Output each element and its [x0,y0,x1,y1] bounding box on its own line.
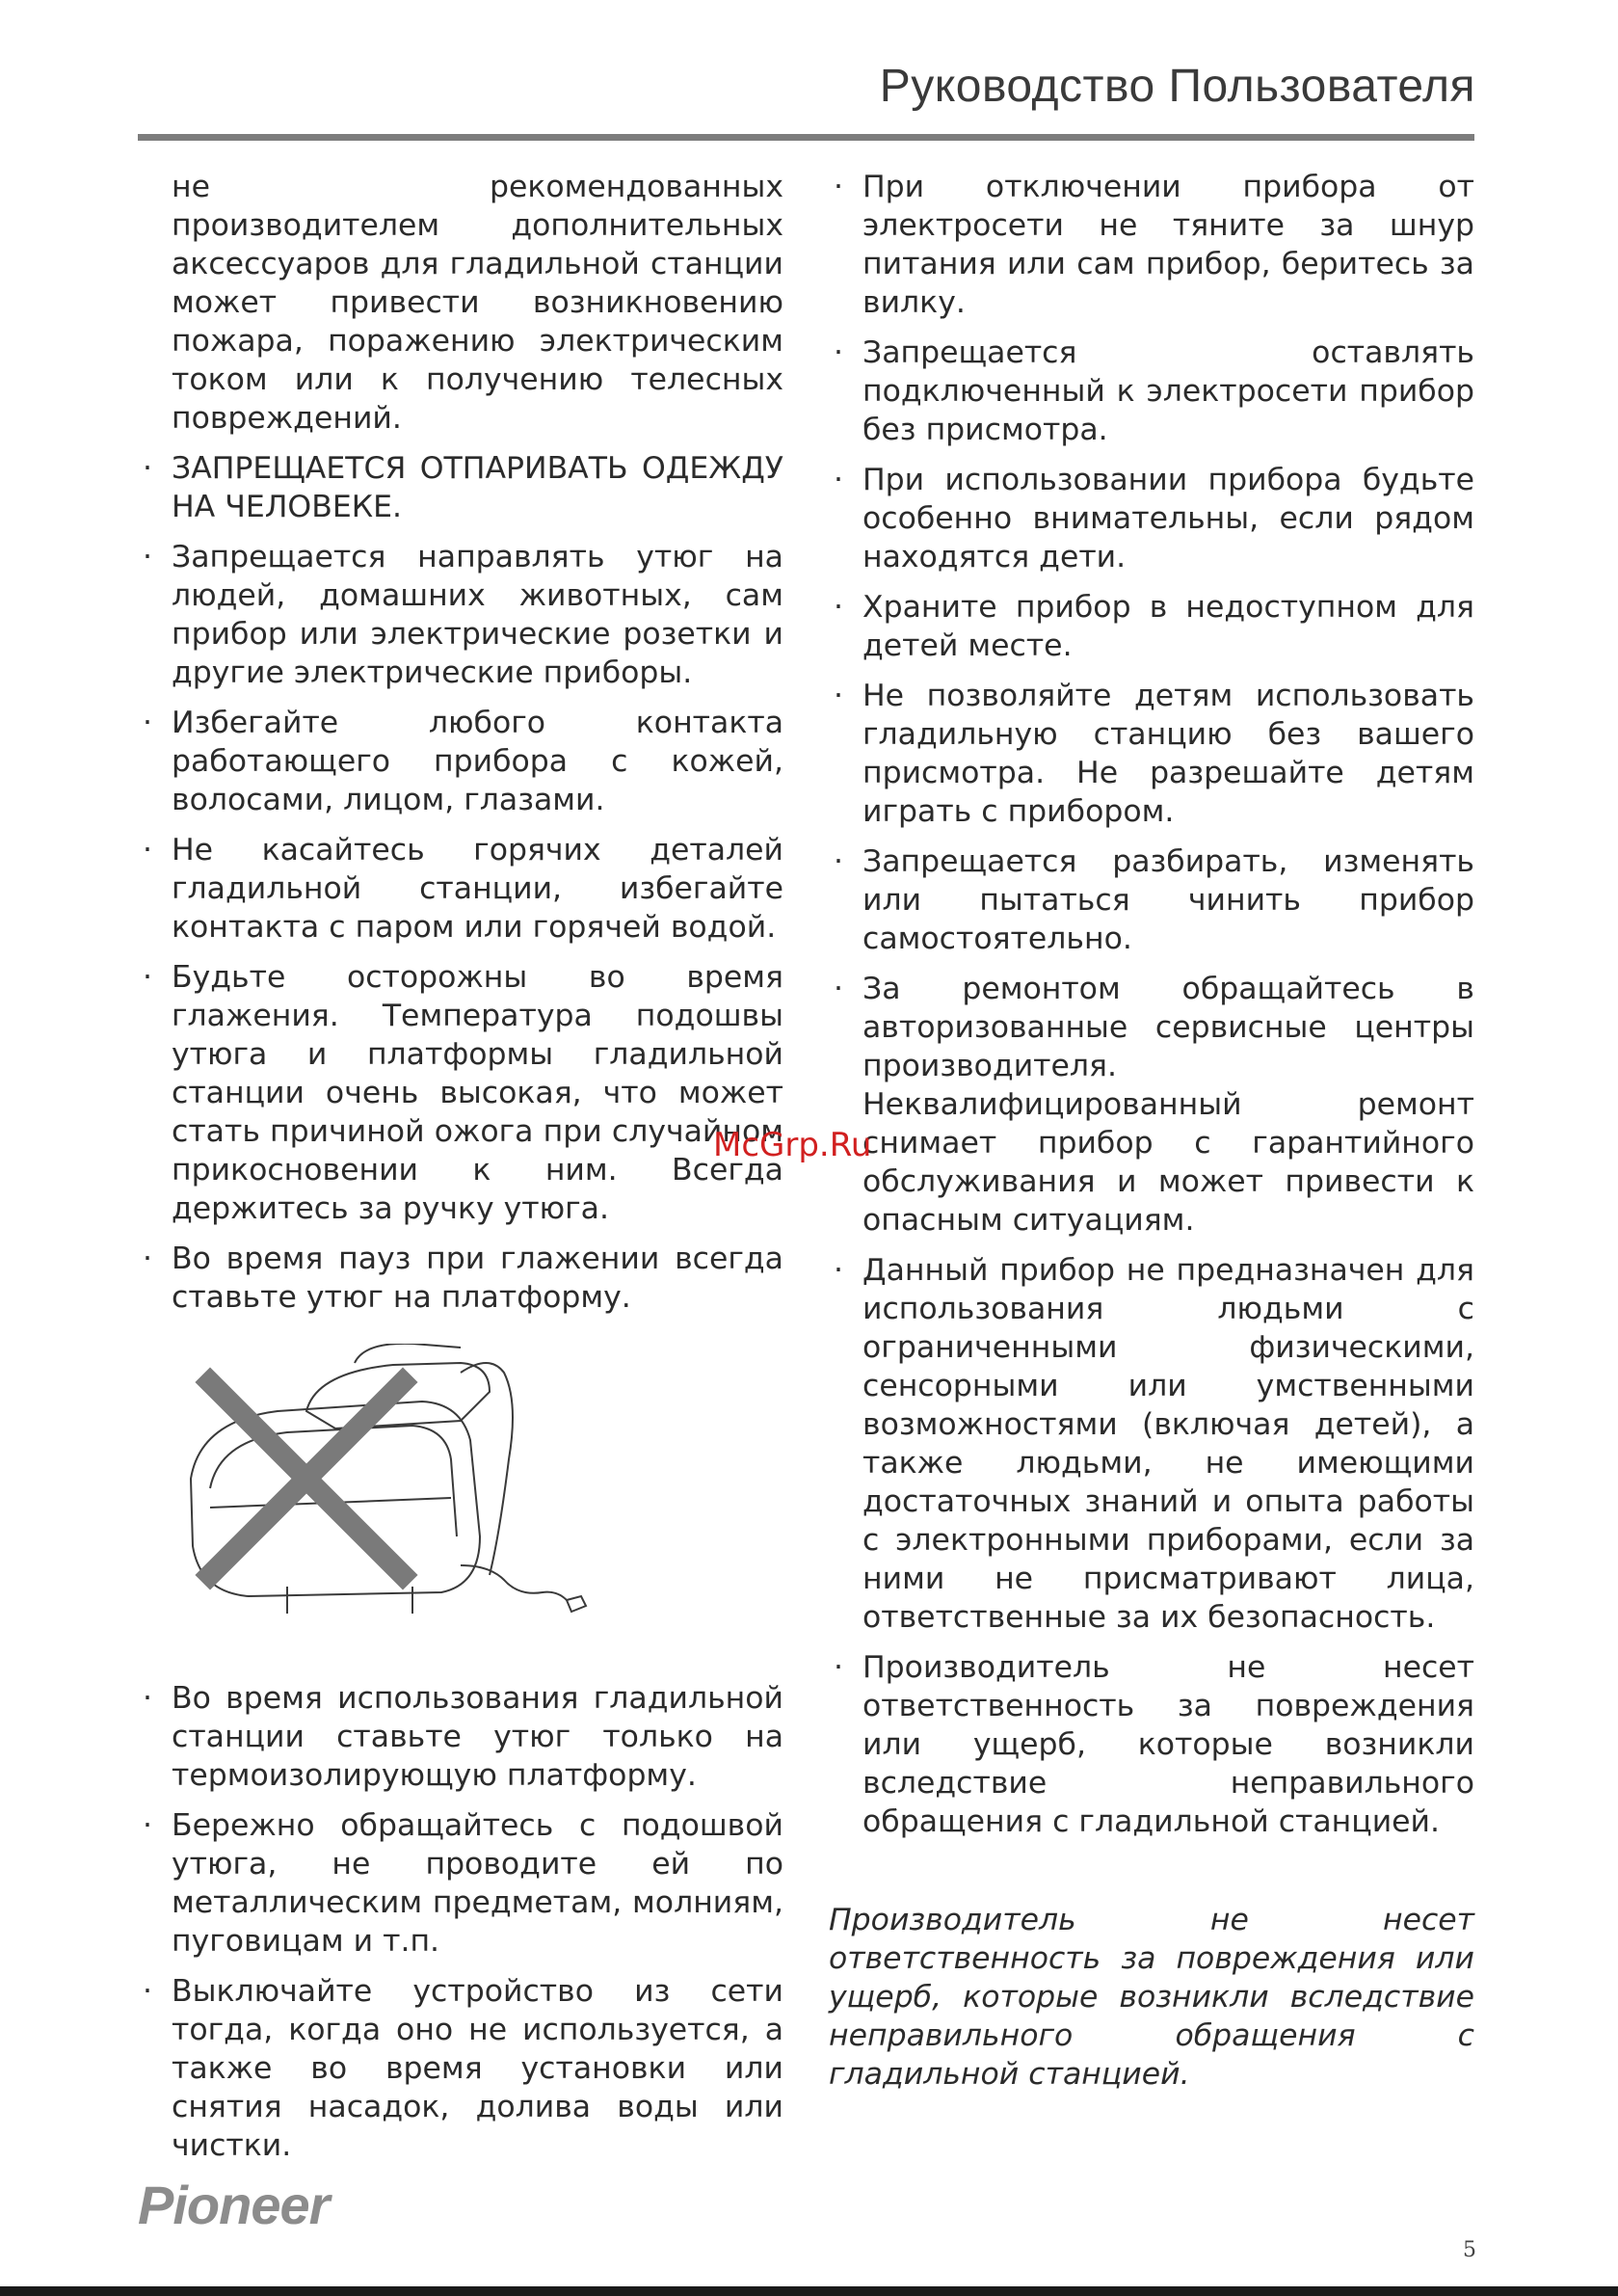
list-item-text: Во время пауз при глажении всегда ставьте утюг на платформу. [172,1241,783,1315]
list-item [829,842,1474,958]
list-item [138,538,783,692]
list-item-text: Запрещается оставлять подключенный к электросети прибор без присмотра. [862,335,1474,447]
pioneer-logo: Pioneer [138,2175,330,2235]
list-item [138,449,783,526]
list-item [829,970,1474,1240]
list-item-text: Производитель не несет ответственность за повреждения или ущерб, которые возникли вследствие неправильного обращения с гладильной станцией. [862,1650,1474,1839]
disclaimer-note: Производитель не несет ответственность за повреждения или ущерб, которые возникли вследствие неправильного обращения с гладильной станцией. [829,1903,1474,2092]
bullet: · [142,833,152,868]
list-item [138,831,783,947]
list-item-text: Запрещается направлять утюг на людей, домашних животных, сам прибор или электрические розетки и другие электрические приборы. [172,540,783,690]
list-item [829,461,1474,576]
list-item-text: Запрещается разбирать, изменять или пытаться чинить прибор самостоятельно. [862,844,1474,956]
bullet: · [142,1808,152,1843]
bullet: · [833,844,843,879]
bullet: · [142,1681,152,1716]
bullet: · [142,540,152,574]
list-item [829,334,1474,449]
header-divider [138,134,1474,141]
list-item [829,1648,1474,1841]
watermark: McGrp.Ru [713,1126,872,1164]
list-item-text: Не позволяйте детям использовать гладильную станцию без вашего присмотра. Не разрешайте детям играть с прибором. [862,679,1474,829]
list-item [138,958,783,1228]
list-item-text: Бережно обращайтесь с подошвой утюга, не проводите ей по металлическим предметам, молниям, пуговицам и т.п. [172,1808,783,1959]
bullet: · [833,335,843,370]
left-column [138,168,783,2176]
bullet: · [833,1253,843,1288]
steam-station-drawing [172,1344,596,1633]
list-item [829,1251,1474,1637]
list-item [138,1679,783,1795]
bullet: · [833,972,843,1006]
list-item-text: Будьте осторожны во время глажения. Температура подошвы утюга и платформы гладильной станции очень высокая, что может стать причиной ожога при случайном прикосновении к ним. Всегда держитесь за ручку утюга. [172,960,783,1226]
bullet: · [142,706,152,740]
list-item-text: Не касайтесь горячих деталей гладильной станции, избегайте контакта с паром или горячей водой. [172,833,783,945]
bullet: · [142,1974,152,2009]
bullet: · [142,1241,152,1276]
list-item-text: За ремонтом обращайтесь в авторизованные сервисные центры производителя. Неквалифицированный ремонт снимает прибор с гарантийного обслуживания и может привести к опасным ситуациям. [862,972,1474,1238]
list-item-text: Выключайте устройство из сети тогда, когда оно не используется, а также во время установки или снятия насадок, долива воды или чистки. [172,1974,783,2163]
continued-paragraph: не рекомендованных производителем дополнительных аксессуаров для гладильной станции может привести возникновению пожара, поражению электрическим током или к получению телесных повреждений. [172,170,783,436]
list-item-text: При использовании прибора будьте особенно внимательны, если рядом находятся дети. [862,463,1474,574]
list-item-text: Данный прибор не предназначен для использования людьми с ограниченными физическими, сенсорными или умственными возможностями (включая детей), а также людьми, не имеющими достаточных знаний и опыта работы с электронными приборами, если за ними не присматривают лица, ответственные за их безопасность. [862,1253,1474,1635]
list-item [829,588,1474,665]
bullet: · [142,451,152,486]
list-item [138,1806,783,1961]
list-item-text: При отключении прибора от электросети не тяните за шнур питания или сам прибор, беритесь за вилку. [862,170,1474,320]
bullet: · [833,679,843,713]
list-item-text: Во время использования гладильной станции ставьте утюг только на термоизолирующую платформу. [172,1681,783,1793]
right-column [829,168,1474,2094]
bullet: · [833,170,843,204]
page-number: 5 [1463,2238,1476,2262]
list-item [138,1240,783,1317]
bullet: · [833,463,843,497]
bullet: · [833,590,843,625]
list-item-text: Избегайте любого контакта работающего прибора с кожей, волосами, лицом, глазами. [172,706,783,817]
list-item [138,704,783,819]
list-item [138,1972,783,2165]
page-header-title: Руководство Пользователя [879,61,1475,112]
list-item [829,677,1474,831]
list-item [829,168,1474,322]
prohibited-iron-on-station-illustration [172,1344,783,1633]
list-item-text: Храните прибор в недоступном для детей месте. [862,590,1474,663]
bottom-edge-bar [0,2286,1618,2296]
list-item-text: ЗАПРЕЩАЕТСЯ ОТПАРИВАТЬ ОДЕЖДУ НА ЧЕЛОВЕКЕ. [172,451,783,524]
bullet: · [833,1650,843,1685]
bullet: · [142,960,152,995]
